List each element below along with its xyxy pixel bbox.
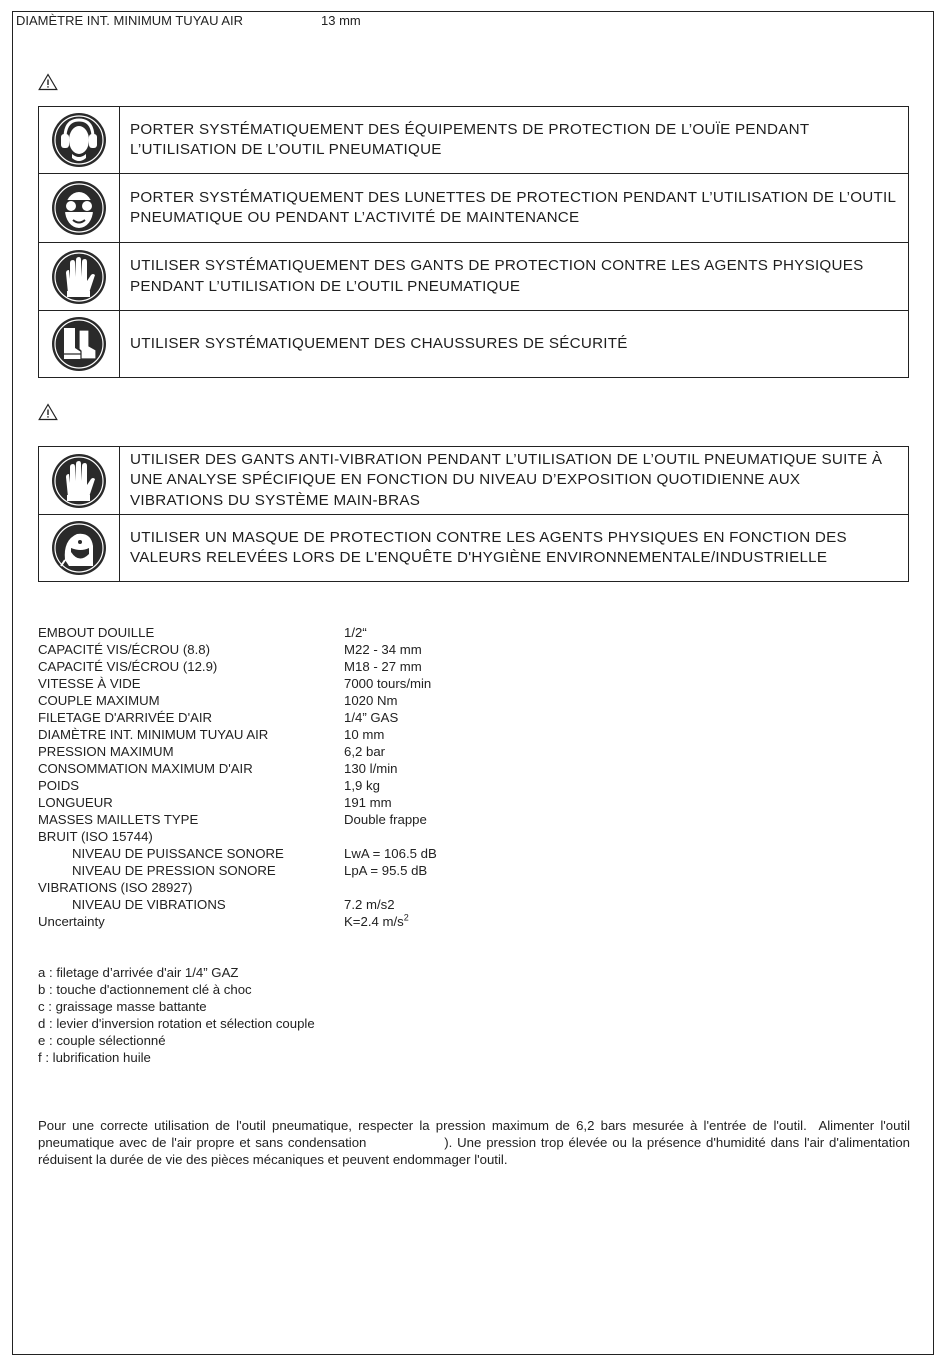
ppe-text: UTILISER SYSTÉMATIQUEMENT DES GANTS DE PROTECTION CONTRE LES AGENTS PHYSIQUES PENDANT L’UTILISATION DE L’OUTIL PNEUMATIQUE <box>120 243 909 311</box>
ppe-text: UTILISER SYSTÉMATIQUEMENT DES CHAUSSURES DE SÉCURITÉ <box>120 311 909 378</box>
spec-label: BRUIT (ISO 15744) <box>38 829 153 844</box>
icon-cell <box>39 174 120 243</box>
warning-triangle-icon <box>38 73 58 91</box>
legend-item: a : filetage d’arrivée d'air 1/4” GAZ <box>38 965 239 980</box>
spec-label: EMBOUT DOUILLE <box>38 625 155 640</box>
ppe-text: UTILISER DES GANTS ANTI-VIBRATION PENDANT L’UTILISATION DE L’OUTIL PNEUMATIQUE SUITE À UNE ANALYSE SPÉCIFIQUE EN FONCTION DU NIVEAU D’EXPOSITION QUOTIDIENNE AUX VIBRATIONS DU SYSTÈME MAIN-BRAS <box>120 447 909 515</box>
safety-boots-icon <box>51 316 107 372</box>
header-line <box>16 13 361 28</box>
spec-label: NIVEAU DE PRESSION SONORE <box>72 863 276 878</box>
spec-row <box>38 624 437 641</box>
spec-value: 10 mm <box>344 727 385 742</box>
icon-cell <box>39 243 120 311</box>
spec-row <box>38 760 437 777</box>
icon-cell <box>39 311 120 378</box>
spec-label: Uncertainty <box>38 914 105 929</box>
icon-cell <box>39 515 120 582</box>
spec-label: LONGUEUR <box>38 795 113 810</box>
spec-value: 130 l/min <box>344 761 398 776</box>
spec-value: 1/2“ <box>344 625 367 640</box>
spec-label: POIDS <box>38 778 80 793</box>
spec-row <box>38 794 437 811</box>
spec-label: COUPLE MAXIMUM <box>38 693 160 708</box>
spec-value: 7000 tours/min <box>344 676 432 691</box>
usage-paragraph: Pour une correcte utilisation de l'outil pneumatique, respecter la pression maximum de 6,2 bars mesurée à l'entrée de l'outil. Alimenter l'outil pneumatique avec de l'air propre et sans condensation ). Une pression trop élevée ou la présence d'humidité dans l'air d'alimentation réduisent la durée de vie des pièces mécaniques et peuvent endommager l'outil. <box>38 1118 914 1168</box>
spec-label: MASSES MAILLETS TYPE <box>38 812 199 827</box>
spec-label: CONSOMMATION MAXIMUM D'AIR <box>38 761 253 776</box>
spec-value: LpA = 95.5 dB <box>344 863 428 878</box>
ear-protection-icon <box>51 110 107 170</box>
spec-row <box>38 675 437 692</box>
spec-section-heading <box>38 828 437 845</box>
spec-label: NIVEAU DE PUISSANCE SONORE <box>72 846 284 861</box>
ppe-row <box>39 447 909 515</box>
spec-label: NIVEAU DE VIBRATIONS <box>72 897 226 912</box>
spec-section-heading <box>38 879 437 896</box>
icon-cell <box>39 447 120 515</box>
spec-label: PRESSION MAXIMUM <box>38 744 174 759</box>
ppe-row <box>39 107 909 174</box>
spec-label: VITESSE À VIDE <box>38 676 141 691</box>
ppe-row <box>39 311 909 378</box>
spec-value-superscript: 2 <box>403 912 409 923</box>
protective-gloves-icon <box>51 249 107 305</box>
ppe-table-1 <box>38 106 909 378</box>
spec-row <box>38 692 437 709</box>
spec-value: 1020 Nm <box>344 693 398 708</box>
spec-value: LwA = 106.5 dB <box>344 846 437 861</box>
spec-value: Double frappe <box>344 812 427 827</box>
header-value: 13 mm <box>321 13 361 28</box>
spec-label: CAPACITÉ VIS/ÉCROU (8.8) <box>38 642 210 657</box>
spec-value: M22 - 34 mm <box>344 642 422 657</box>
specifications-list <box>38 624 437 930</box>
legend-item: f : lubrification huile <box>38 1050 151 1065</box>
safety-goggles-icon <box>51 180 107 236</box>
ppe-text: UTILISER UN MASQUE DE PROTECTION CONTRE LES AGENTS PHYSIQUES EN FONCTION DES VALEURS RELEVÉES LORS DE L'ENQUÊTE D'HYGIÈNE ENVIRONNEMENTALE/INDUSTRIELLE <box>120 515 909 582</box>
spec-label: DIAMÈTRE INT. MINIMUM TUYAU AIR <box>38 727 269 742</box>
spec-label: FILETAGE D'ARRIVÉE D'AIR <box>38 710 213 725</box>
spec-row <box>38 658 437 675</box>
spec-value: 1/4” GAS <box>344 710 399 725</box>
spec-row <box>38 726 437 743</box>
spec-row <box>38 641 437 658</box>
spec-value: K=2.4 m/s <box>344 914 404 929</box>
parts-legend <box>38 964 315 1066</box>
legend-item: b : touche d'actionnement clé à choc <box>38 982 252 997</box>
legend-item: c : graissage masse battante <box>38 999 207 1014</box>
legend-item: e : couple sélectionné <box>38 1033 166 1048</box>
spec-value: 6,2 bar <box>344 744 386 759</box>
ppe-row <box>39 243 909 311</box>
spec-label: VIBRATIONS (ISO 28927) <box>38 880 193 895</box>
ppe-row <box>39 515 909 582</box>
spec-row <box>38 743 437 760</box>
anti-vibration-gloves-icon <box>51 453 107 509</box>
respirator-mask-icon <box>51 520 107 576</box>
spec-value: 7.2 m/s2 <box>344 897 395 912</box>
spec-row <box>38 845 437 862</box>
warning-triangle-icon <box>38 403 58 421</box>
ppe-row <box>39 174 909 243</box>
spec-label: CAPACITÉ VIS/ÉCROU (12.9) <box>38 659 218 674</box>
icon-cell <box>39 107 120 174</box>
header-label: DIAMÈTRE INT. MINIMUM TUYAU AIR <box>16 13 244 28</box>
spec-row <box>38 913 437 930</box>
spec-row <box>38 709 437 726</box>
ppe-text: PORTER SYSTÉMATIQUEMENT DES LUNETTES DE PROTECTION PENDANT L’UTILISATION DE L’OUTIL PNEUMATIQUE OU PENDANT L’ACTIVITÉ DE MAINTENANCE <box>120 174 909 243</box>
spec-value: 191 mm <box>344 795 392 810</box>
spec-value: 1,9 kg <box>344 778 380 793</box>
ppe-table-2 <box>38 446 909 582</box>
legend-item: d : levier d'inversion rotation et sélection couple <box>38 1016 315 1031</box>
spec-value: M18 - 27 mm <box>344 659 422 674</box>
ppe-text: PORTER SYSTÉMATIQUEMENT DES ÉQUIPEMENTS DE PROTECTION DE L’OUÏE PENDANT L’UTILISATION DE L’OUTIL PNEUMATIQUE <box>120 107 909 174</box>
spec-row <box>38 811 437 828</box>
spec-row <box>38 896 437 913</box>
spec-row <box>38 862 437 879</box>
spec-row <box>38 777 437 794</box>
